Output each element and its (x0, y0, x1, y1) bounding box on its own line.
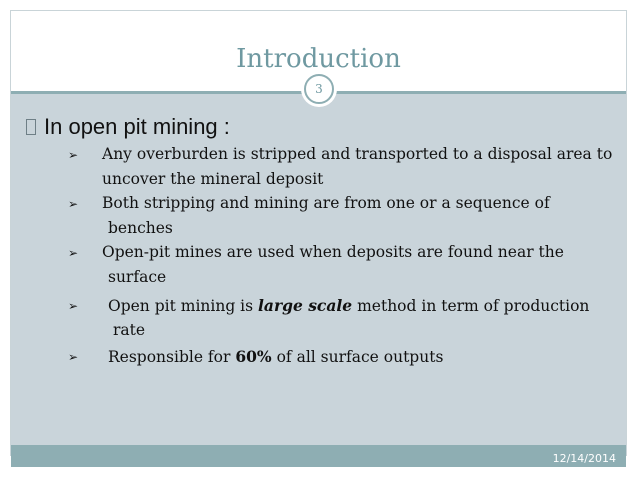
arrow-bullet-icon: ➢ (68, 350, 79, 364)
bullet-2-line-1: Both stripping and mining are from one or a sequence of (102, 194, 550, 212)
slide-number: 3 (304, 74, 334, 104)
bullet-3-line-1: Open-pit mines are used when deposits are found near the (102, 243, 564, 261)
slide-title: Introduction (236, 44, 401, 74)
bullet-1-line-2: uncover the mineral deposit (102, 170, 324, 188)
arrow-bullet-icon: ➢ (68, 197, 79, 211)
bullet-5-pre: Responsible for (108, 348, 236, 366)
footer-date: 12/14/2014 (552, 452, 616, 465)
bullet-3-line-2: surface (108, 268, 167, 286)
arrow-bullet-icon: ➢ (68, 246, 79, 260)
bullet-5-post: of all surface outputs (271, 348, 444, 366)
heading-text: In open pit mining : (44, 114, 230, 139)
bullet-4-line-1 (108, 293, 589, 319)
content-heading (26, 114, 230, 140)
bullet-4-line-2: rate (113, 321, 146, 339)
bullet-5-line-1 (108, 344, 443, 370)
bullet-5-emphasis: 60% (235, 347, 272, 366)
bullet-4-emphasis: large scale (258, 296, 353, 315)
bullet-2-line-2: benches (108, 219, 173, 237)
arrow-bullet-icon: ➢ (68, 299, 79, 313)
footer-bar (11, 445, 626, 467)
checkbox-bullet-icon (26, 119, 36, 135)
bullet-1-line-1: Any overburden is stripped and transported to a disposal area to (102, 145, 613, 163)
bullet-4-post: method in term of production (352, 297, 590, 315)
arrow-bullet-icon: ➢ (68, 148, 79, 162)
bullet-4-pre: Open pit mining is (108, 297, 259, 315)
